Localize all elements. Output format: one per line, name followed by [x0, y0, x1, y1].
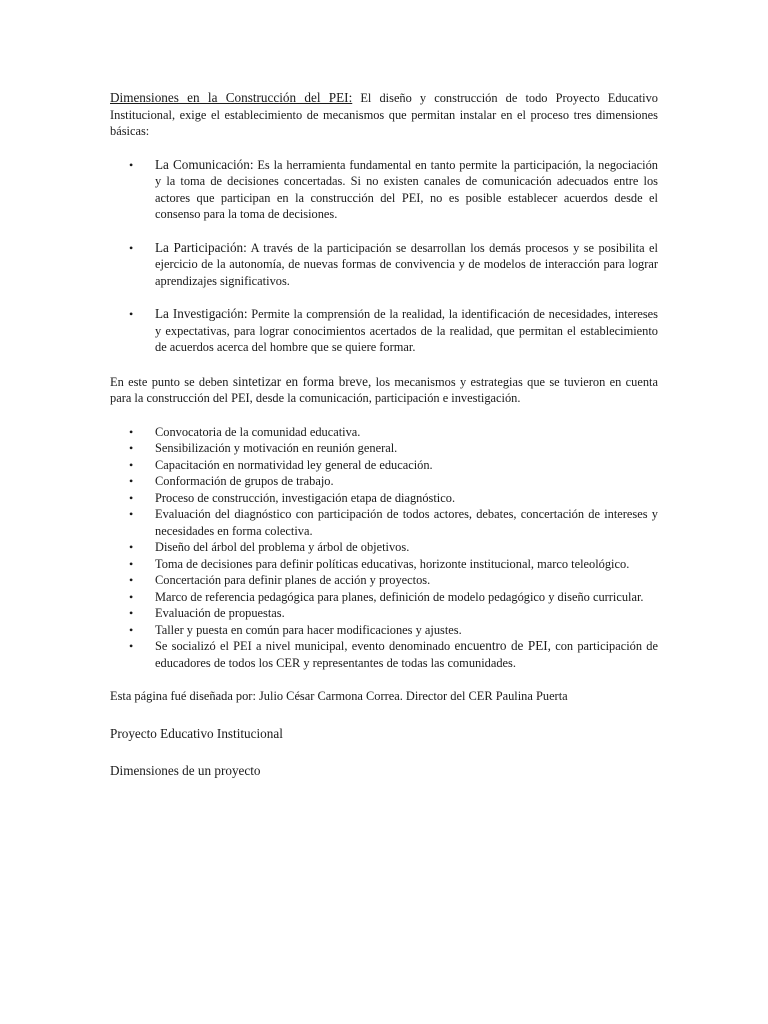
step-text: Marco de referencia pedagógica para planes, definición de modelo pedagógico y diseño curricular.: [155, 589, 644, 604]
summary-emphasis: sintetizar en forma breve,: [232, 373, 372, 389]
step-text: Diseño del árbol del problema y árbol de objetivos.: [155, 540, 410, 554]
step-item: [110, 622, 658, 639]
bullet-icon: •: [129, 157, 134, 172]
summary-paragraph: [110, 374, 658, 407]
bullet-icon: •: [129, 639, 134, 653]
step-item: [110, 424, 658, 441]
intro-paragraph: [110, 90, 658, 140]
dimension-item: [110, 306, 658, 356]
credit-line: Esta página fué diseñada por: Julio César Carmona Correa. Director del CER Paulina Puerta: [110, 689, 568, 703]
step-text: Proceso de construcción, investigación etapa de diagnóstico.: [155, 490, 456, 505]
bullet-icon: •: [129, 441, 134, 455]
last-step-emphasis: encuentro de PEI,: [454, 638, 551, 653]
step-text: Sensibilización y motivación en reunión general.: [155, 441, 398, 455]
step-item: [110, 572, 658, 589]
bullet-icon: •: [129, 474, 134, 488]
summary-suffix: los mecanismos y estrategias que se tuvieron en cuenta para la construcción del PEI, desde la comunicación, participación e investigación.: [110, 374, 658, 405]
intro-title: Dimensiones en la Construcción del PEI:: [110, 90, 353, 105]
steps-list: [110, 424, 658, 672]
bullet-icon: •: [129, 540, 134, 554]
dimension-name: La Comunicación:: [155, 156, 254, 172]
step-item: [110, 506, 658, 539]
heading-dimensions: Dimensiones de un proyecto: [110, 763, 261, 778]
step-item: [110, 457, 658, 474]
last-step-prefix: Se socializó el PEI a nivel municipal, evento denominado: [155, 639, 455, 653]
dimension-name: La Investigación:: [155, 306, 248, 321]
step-text: Convocatoria de la comunidad educativa.: [155, 424, 361, 439]
dimension-text: Es la herramienta fundamental en tanto permite la participación, la negociación y la toma de decisiones concertadas. Si no existen canales de comunicación adecuados entre los actores que participan en la construcción del PEI, no es posible establecer acuerdos desde el consenso para la toma de decisiones.: [155, 157, 658, 221]
dimension-item: [110, 240, 658, 290]
step-item: [110, 539, 658, 556]
step-text: Toma de decisiones para definir políticas educativas, horizonte institucional, marco teleológico.: [155, 556, 630, 571]
step-text: Concertación para definir planes de acción y proyectos.: [155, 573, 431, 587]
step-text: Evaluación de propuestas.: [155, 606, 285, 620]
bullet-icon: •: [129, 457, 134, 472]
step-item: [110, 589, 658, 606]
step-item: [110, 490, 658, 507]
step-text: Conformación de grupos de trabajo.: [155, 474, 334, 488]
dimension-name: La Participación:: [155, 239, 247, 255]
bullet-icon: •: [129, 622, 134, 637]
step-text: Evaluación del diagnóstico con participación de todos actores, debates, concertación de intereses y necesidades en forma colectiva.: [155, 507, 658, 538]
summary-prefix: En este punto se deben: [110, 374, 233, 389]
last-step-suffix: con participación de educadores de todos los CER y representantes de todas las comunidades.: [155, 639, 658, 670]
step-item: [110, 638, 658, 671]
dimensions-list: [110, 157, 658, 356]
dimension-item: [110, 157, 658, 223]
step-text: Capacitación en normatividad ley general de educación.: [155, 457, 433, 472]
bullet-icon: •: [129, 606, 134, 620]
bullet-icon: •: [129, 507, 134, 521]
step-item: [110, 556, 658, 573]
bullet-icon: •: [129, 424, 134, 439]
step-item: [110, 473, 658, 490]
heading-pei: Proyecto Educativo Institucional: [110, 725, 283, 741]
document-body: [110, 90, 658, 801]
step-item: [110, 605, 658, 622]
bullet-icon: •: [129, 589, 134, 604]
step-text: Taller y puesta en común para hacer modificaciones y ajustes.: [155, 622, 462, 637]
intro-text: El diseño y construcción de todo Proyecto Educativo Institucional, exige el establecimiento de mecanismos que permitan instalar en el proceso tres dimensiones básicas:: [110, 91, 658, 138]
step-item: [110, 440, 658, 457]
bullet-icon: •: [129, 240, 134, 255]
bullet-icon: •: [129, 556, 134, 571]
bullet-icon: •: [129, 307, 134, 321]
bullet-icon: •: [129, 573, 134, 587]
dimension-text: Permite la comprensión de la realidad, la identificación de necesidades, intereses y expectativas, para lograr conocimientos acertados de la realidad, que permitan el establecimiento de acuerdos acerca del hombre que se quiere formar.: [155, 307, 658, 354]
bullet-icon: •: [129, 490, 134, 505]
dimension-text: A través de la participación se desarrollan los demás procesos y se posibilita el ejercicio de la autonomía, de nuevas formas de convivencia y de modelos de interacción para lograr aprendizajes significativos.: [155, 240, 658, 288]
